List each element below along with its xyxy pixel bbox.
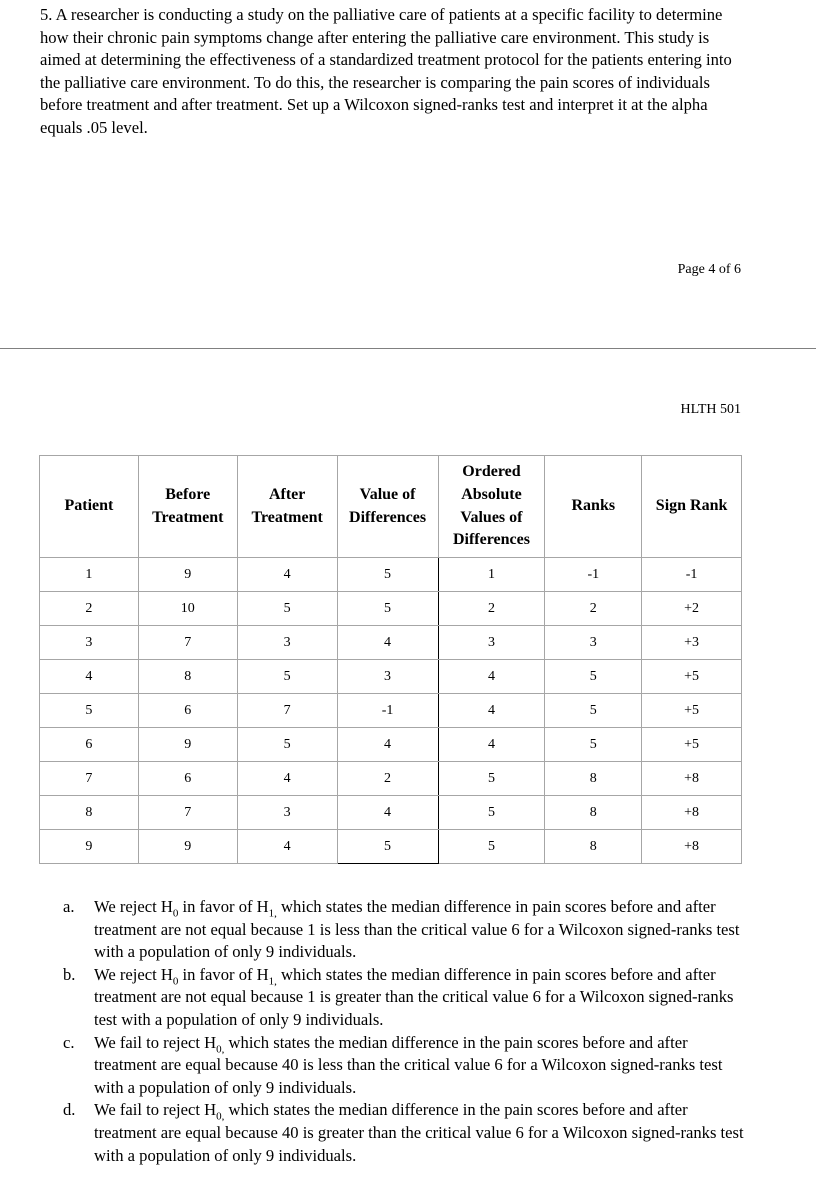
- option-subscript: 0,: [216, 1110, 225, 1123]
- table-row: [40, 728, 742, 762]
- option-text: in favor of H: [178, 964, 269, 984]
- option-letter: c.: [63, 1032, 75, 1052]
- cell-after: 4: [237, 830, 337, 864]
- cell-difference: 5: [337, 558, 438, 592]
- option-letter: d.: [63, 1100, 76, 1120]
- cell-before: 9: [138, 830, 237, 864]
- table-header-row: [40, 456, 742, 558]
- cell-difference: 4: [337, 728, 438, 762]
- question-text: 5. A researcher is conducting a study on the palliative care of patients at a specific facility to determine how their chronic pain symptoms change after entering the palliative care environment. This study is aimed at determining the effectiveness of a standardized treatment protocol for the patients entering into the palliative care environment. To do this, the researcher is comparing the pain scores of individuals before treatment and after treatment. Set up a Wilcoxon signed-ranks test and interpret it at the alpha equals .05 level.: [40, 5, 732, 137]
- option-text: We fail to reject H: [94, 1032, 217, 1052]
- cell-before: 10: [138, 592, 237, 626]
- option-subscript: 1,: [268, 907, 277, 920]
- header-ranks: Ranks: [545, 456, 642, 558]
- cell-rank: 8: [545, 796, 642, 830]
- wilcoxon-table: [39, 455, 742, 864]
- table-row: [40, 796, 742, 830]
- cell-sign-rank: +8: [642, 796, 742, 830]
- cell-ordered: 3: [438, 626, 545, 660]
- table-row: [40, 694, 742, 728]
- cell-rank: 8: [545, 762, 642, 796]
- cell-rank: 8: [545, 830, 642, 864]
- cell-ordered: 5: [438, 796, 545, 830]
- table-row: [40, 592, 742, 626]
- header-sign-rank: Sign Rank: [642, 456, 742, 558]
- cell-rank: 3: [545, 626, 642, 660]
- cell-difference: 2: [337, 762, 438, 796]
- table-row: [40, 558, 742, 592]
- cell-ordered: 2: [438, 592, 545, 626]
- cell-difference: 5: [337, 830, 438, 864]
- option-text: which states the median difference in pain scores before and after treatment are not equal because 1 is less than the critical value 6 for a Wilcoxon signed-ranks test with a population of only 9 individuals.: [94, 897, 740, 962]
- option-text: in favor of H: [178, 897, 269, 916]
- cell-ordered: 5: [438, 762, 545, 796]
- cell-sign-rank: +5: [642, 694, 742, 728]
- course-code: HLTH 501: [680, 402, 741, 417]
- option-subscript: 1,: [268, 975, 277, 988]
- cell-rank: -1: [545, 558, 642, 592]
- header-value-of-differences: Value of Differences: [337, 456, 438, 558]
- cell-rank: 5: [545, 660, 642, 694]
- header-ordered-absolute-values: Ordered Absolute Values of Differences: [438, 456, 545, 558]
- cell-before: 8: [138, 660, 237, 694]
- cell-before: 6: [138, 694, 237, 728]
- cell-ordered: 4: [438, 660, 545, 694]
- cell-patient: 8: [40, 796, 139, 830]
- answer-options: [63, 896, 753, 1167]
- cell-sign-rank: +5: [642, 660, 742, 694]
- table-row: [40, 660, 742, 694]
- cell-patient: 1: [40, 558, 139, 592]
- cell-patient: 4: [40, 660, 139, 694]
- header-patient: Patient: [40, 456, 139, 558]
- option-text: which states the median difference in the pain scores before and after treatment are equal because 40 is less than the critical value 6 for a Wilcoxon signed-ranks test with a population of only 9 individuals.: [94, 1032, 723, 1097]
- option-subscript: 0: [172, 907, 179, 920]
- option-text: We fail to reject H: [94, 1100, 217, 1120]
- option-text: which states the median difference in the pain scores before and after treatment are equal because 40 is greater than the critical value 6 for a Wilcoxon signed-ranks test with a population of only 9 individuals.: [94, 1100, 744, 1165]
- answer-option: [63, 1099, 753, 1167]
- cell-after: 4: [237, 762, 337, 796]
- table-row: [40, 626, 742, 660]
- cell-sign-rank: +3: [642, 626, 742, 660]
- cell-difference: 3: [337, 660, 438, 694]
- option-subscript: 0,: [216, 1042, 225, 1055]
- cell-patient: 5: [40, 694, 139, 728]
- header-before-treatment: Before Treatment: [138, 456, 237, 558]
- table-row: [40, 830, 742, 864]
- table-row: [40, 762, 742, 796]
- header-after-treatment: After Treatment: [237, 456, 337, 558]
- cell-sign-rank: +8: [642, 762, 742, 796]
- cell-rank: 5: [545, 694, 642, 728]
- cell-difference: 4: [337, 626, 438, 660]
- answer-option: [63, 896, 753, 964]
- cell-before: 6: [138, 762, 237, 796]
- cell-after: 4: [237, 558, 337, 592]
- cell-patient: 2: [40, 592, 139, 626]
- cell-rank: 5: [545, 728, 642, 762]
- cell-after: 7: [237, 694, 337, 728]
- answer-option: [63, 964, 753, 1032]
- option-subscript: 0: [172, 975, 179, 988]
- option-letter: b.: [63, 964, 76, 984]
- cell-difference: 5: [337, 592, 438, 626]
- cell-after: 3: [237, 796, 337, 830]
- option-text: We reject H: [94, 897, 173, 916]
- option-text: We reject H: [94, 964, 173, 984]
- cell-difference: 4: [337, 796, 438, 830]
- cell-after: 5: [237, 728, 337, 762]
- cell-rank: 2: [545, 592, 642, 626]
- cell-sign-rank: +8: [642, 830, 742, 864]
- cell-ordered: 1: [438, 558, 545, 592]
- cell-patient: 6: [40, 728, 139, 762]
- cell-after: 5: [237, 592, 337, 626]
- cell-difference: -1: [337, 694, 438, 728]
- cell-sign-rank: -1: [642, 558, 742, 592]
- cell-after: 5: [237, 660, 337, 694]
- cell-patient: 9: [40, 830, 139, 864]
- page-divider: [0, 348, 816, 349]
- page-number: Page 4 of 6: [677, 262, 741, 277]
- cell-ordered: 5: [438, 830, 545, 864]
- cell-before: 7: [138, 796, 237, 830]
- cell-ordered: 4: [438, 694, 545, 728]
- cell-before: 7: [138, 626, 237, 660]
- cell-before: 9: [138, 558, 237, 592]
- option-text: which states the median difference in pain scores before and after treatment are not equal because 1 is greater than the critical value 6 for a Wilcoxon signed-ranks test with a population of only 9 individuals.: [94, 964, 734, 1029]
- cell-after: 3: [237, 626, 337, 660]
- cell-patient: 7: [40, 762, 139, 796]
- answer-option: [63, 1032, 753, 1100]
- cell-sign-rank: +5: [642, 728, 742, 762]
- cell-sign-rank: +2: [642, 592, 742, 626]
- option-letter: a.: [63, 897, 75, 916]
- cell-ordered: 4: [438, 728, 545, 762]
- cell-patient: 3: [40, 626, 139, 660]
- cell-before: 9: [138, 728, 237, 762]
